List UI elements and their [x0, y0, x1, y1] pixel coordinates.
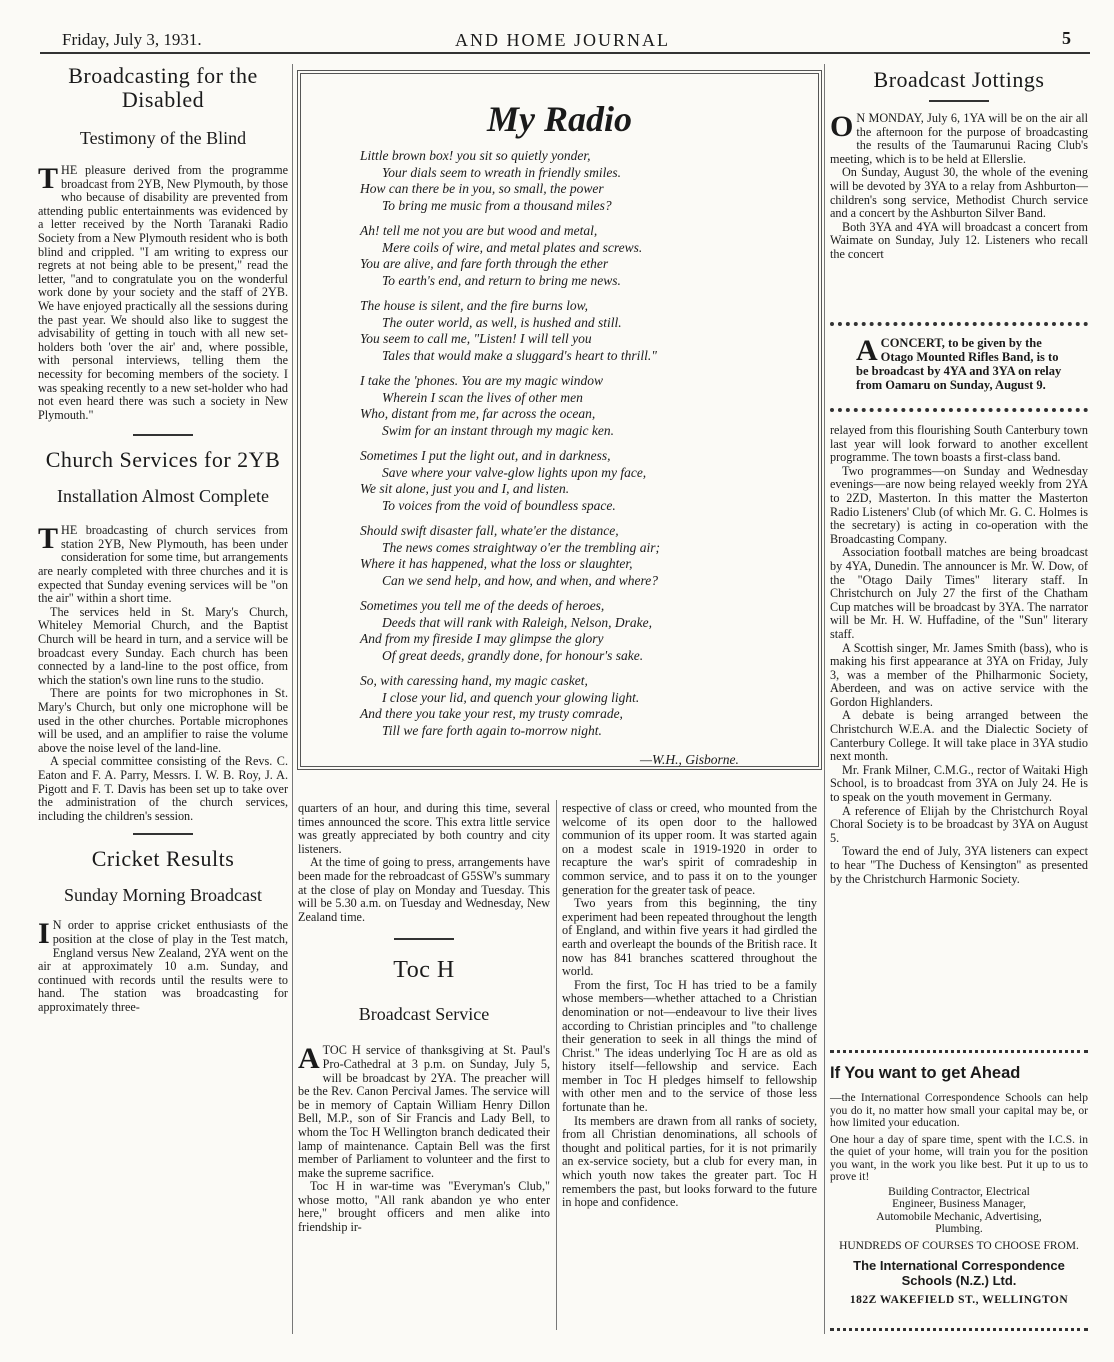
poem-line: Save where your valve-glow lights upon my face,: [382, 464, 647, 480]
poem-line: Should swift disaster fall, whate'er the distance,: [360, 523, 619, 538]
jotting-waimate: Both 3YA and 4YA will broadcast a concert from Waimate on Sunday, July 12. Listeners who recall the concert: [830, 219, 1088, 261]
ad-body: One hour a day of spare time, spent with the I.C.S. in the quiet of your home, will train you for the position you want, in the work you like best. Put it up to us to prove it!: [830, 1133, 1088, 1183]
poem-line: We sit alone, just you and I, and listen.: [360, 481, 570, 496]
poem-line: The news comes straightway o'er the trembling air;: [382, 539, 660, 555]
article-church-p2: The services held in St. Mary's Church, Whiteley Memorial Church, and the Baptist Church will be heard in turn, and a service will be broadcast every Sunday. Each church has been connected by a land-line to the post office, from which the station's own line runs to the studio.: [38, 604, 288, 687]
poem-stanza: [360, 148, 800, 214]
toc-h-members: Its members are drawn from all ranks of society, from all Christian denominations, all schools of thought and political parties, for it is not primarily an ex-service society, but a club for every man, in which youth now takes the greater part. Toc H remembers the past, but looks forward to the future in hope and confidence.: [562, 1113, 817, 1210]
poem-line: Swim for an instant through my magic ken.: [382, 422, 614, 438]
cricket-rebroadcast: At the time of going to press, arrangements have been made for the rebroadcast of G5SW's summary at the close of play on Monday and Tuesday. This will be 5.30 a.m. on Tuesday and Wednesday, New Zealand time.: [298, 855, 550, 924]
poem-line: And from my fireside I may glimpse the glory: [360, 631, 604, 646]
subhead-broadcast-service: Broadcast Service: [358, 1004, 490, 1025]
poem-line: Deeds that will rank with Raleigh, Nelson, Drake,: [382, 614, 652, 630]
poem-line: I take the 'phones. You are my magic window: [360, 373, 603, 388]
dropcap: A: [856, 334, 878, 367]
poem-line: Mere coils of wire, and metal plates and screws.: [382, 239, 643, 255]
jotting-debate: A debate is being arranged between the Christchurch W.E.A. and the Dialectic Society of Canterbury College. It will take place in 3YA studio next month.: [830, 708, 1088, 764]
jotting-milner: Mr. Frank Milner, C.M.G., rector of Waitaki High School, is to broadcast from 3YA on July 24. He is to speak on the youth movement in Germany.: [830, 762, 1088, 805]
ad-border-bottom: [830, 1328, 1088, 1331]
jotting-ashburton: On Sunday, August 30, the whole of the evening will be devoted by 3YA to a relay from Ashburton—children's song service, Methodist Church service and a concert by the Ashburton Silver Band.: [830, 165, 1088, 221]
headline-toc-h: Toc H: [393, 957, 455, 984]
poem-line: You are alive, and fare forth through the ether: [360, 256, 609, 271]
journal-title: AND HOME JOURNAL: [455, 30, 670, 50]
column-3: [562, 802, 817, 1210]
poem-stanza: [360, 448, 800, 514]
article-cricket: I N order to apprise cricket enthusiasts of the position at the close of play in the Test match, England versus New Zealand, 2YA went on the air at approximately 10 a.m. Sunday, and continued with records until the results were to hand. The station was broadcasting for approximately three-: [38, 917, 288, 1014]
jotting-masterton: Two programmes—on Sunday and Wednesday evenings—are now being relayed weekly from 2YA to 2ZD, Masterton. In this matter the Masterton Radio Listeners' Club (of which Mr. G. C. Holmes is the secretary) is acting in co-operation with the Broadcasting Company.: [830, 463, 1088, 546]
poem-line: To bring me music from a thousand miles?: [382, 197, 612, 213]
poem-line: Sometimes I put the light out, and in darkness,: [360, 448, 611, 463]
poem-signature: —W.H., Gisborne.: [640, 752, 739, 767]
article-toc-h-p1: ATOC H service of thanksgiving at St. Paul's Pro-Cathedral at 3 p.m. on Sunday, July 5, will be broadcast by 2YA. The preacher will be the Rev. Canon Percival James. The service will be in memory of Captain William Henry Dillon Bell, M.P., son of Sir Francis and Lady Bell, to whom the Toc H Wellington branch dedicated their lamp of maintenance. Captain Bell was the first member of Parliament to volunteer and the first to make the supreme sacrifice.: [298, 1042, 550, 1180]
poem-line: How can there be in you, so small, the power: [360, 181, 604, 196]
ad-course-line: Automobile Mechanic, Advertising,: [876, 1210, 1042, 1223]
poem-body: [360, 148, 800, 748]
ad-address: 182Z WAKEFIELD ST., WELLINGTON: [849, 1294, 1069, 1306]
concert-notice: ACONCERT, to be given by the Otago Mounted Rifles Band, is to be broadcast by 4YA and 3YA on relay from Oamaru on Sunday, August 9.: [856, 334, 1062, 392]
subhead-installation: Installation Almost Complete: [57, 486, 269, 507]
jotting-football: Association football matches are being broadcast by 4YA, Dunedin. The announcer is Mr. W. Dow, of the "Otago Daily Times" literary staff. In Christchurch on July 27 the first of the Chatham Cup matches will be broadcast by 3YA. The narrator will be Mr. H. W. Huffadine, of the "Sun" literary staff.: [830, 545, 1088, 641]
ad-firm-name: The International Correspondence: [853, 1258, 1065, 1273]
poem-line: The outer world, as well, is hushed and still.: [382, 314, 622, 330]
subhead-testimony: Testimony of the Blind: [79, 128, 247, 148]
header-rule: [40, 52, 1090, 54]
poem-stanza: [360, 373, 800, 439]
headline-church-services: Church Services for 2YB: [45, 447, 281, 473]
dropcap: A: [298, 1042, 320, 1076]
dropcap: T: [38, 162, 59, 195]
dropcap: O: [830, 110, 854, 143]
jotting-elijah: A reference of Elijah by the Christchurch Royal Choral Society is to be broadcast by 3YA on August 5.: [830, 803, 1088, 845]
article-church-p4: A special committee consisting of the Revs. C. Eaton and F. A. Parry, Messrs. I. W. B. Roy, J. A. Pigott and F. T. Davis has been set up to take over the administration of the church services, including the children's session.: [38, 754, 288, 823]
column-2: [298, 802, 550, 1235]
page-number: 5: [1062, 28, 1071, 48]
poem-line: And there you take your rest, my trusty comrade,: [360, 706, 623, 721]
jotting-relay: relayed from this flourishing South Canterbury town last year will look forward to another excellent programme. The town boasts a first-class band.: [830, 423, 1088, 465]
poem-stanza: [360, 673, 800, 739]
poem-stanza: [360, 598, 800, 664]
jotting-duchess: Toward the end of July, 3YA listeners can expect to hear "The Duchess of Kensington" as presented by the Christchurch Harmonic Society.: [830, 844, 1088, 886]
poem-line: To voices from the void of boundless space.: [382, 497, 616, 513]
column-4-bottom: [830, 424, 1088, 886]
ad-intro: —the International Correspondence Schools can help you do it, no matter how small your capital may be, or how limited your education.: [830, 1092, 1088, 1129]
toc-h-growth: Two years from this beginning, the tiny experiment had been repeated throughout the length of England, and within five years it had girdled the earth and overleapt the bounds of the British race. It now has 841 branches scattered throughout the world.: [562, 896, 817, 979]
poem-line: Ah! tell me not you are but wood and metal,: [360, 223, 598, 238]
poem-line: Where it has happened, what the loss or slaughter,: [360, 556, 633, 571]
column-1: [38, 64, 288, 1015]
poem-line: The house is silent, and the fire burns low,: [360, 298, 588, 313]
column-divider: [824, 64, 825, 1334]
poem-stanza: [360, 298, 800, 364]
poem-line: So, with caressing hand, my magic casket,: [360, 673, 588, 688]
ad-course-line: Engineer, Business Manager,: [892, 1198, 1026, 1210]
ad-firm-name-2: Schools (N.Z.) Ltd.: [901, 1273, 1017, 1288]
column-divider: [556, 800, 557, 1330]
poem-line: I close your lid, and quench your glowing light.: [382, 689, 640, 705]
ics-advertisement: [830, 1092, 1088, 1307]
jotting-scottish-singer: A Scottish singer, Mr. James Smith (bass), who is making his first appearance at 3YA on Friday, July 3, was a member of the Philharmonic Society, Aberdeen, and was on active service with the Gordon Highlanders.: [830, 640, 1088, 709]
poem-line: Wherein I scan the lives of other men: [382, 389, 583, 405]
poem-line: Your dials seem to wreath in friendly smiles.: [382, 164, 622, 180]
poem-line: Of great deeds, grandly done, for honour's sake.: [382, 647, 644, 663]
headline-broadcast-jottings: Broadcast Jottings: [873, 67, 1045, 92]
ad-courses: HUNDREDS OF COURSES TO CHOOSE FROM.: [839, 1239, 1079, 1252]
article-disabled: THE pleasure derived from the programme broadcast from 2YB, New Plymouth, by those who because of disability are prevented from attending public entertainments was evidenced by a letter received by the North Taranaki Radio Society from a New Plymouth resident who is both blind and crippled. "I am writing to express our regrets at not being able to be present," read the letter, "and to congratulate you on the wonderful work done by your society and the staff of 2YB. We have enjoyed practically all the sessions during the past year. We should also like to suggest the advisability of getting in touch with all new set-holders both 'over the air' and, where possible, with personal interviews, telling them the necessity for becoming members of the society. I was speaking recently to a new set-holder who had not even heard there was such a society in New Plymouth.": [38, 162, 288, 422]
toc-h-continued: respective of class or creed, who mounted from the welcome of its open door to the hallowed communion of its upper room. It was started again on a modest scale in 1919-1920 in order to recapture the war's spirit of comradeship in common service, and to pass it on to the younger generation for the greater task of peace.: [562, 801, 817, 897]
toc-h-family: From the first, Toc H has tried to be a family whose members—whether attached to a Christian denomination or not—endeavour to live their lives according to Christian principles and "to challenge their generation to seek in all things the mind of Christ." The ideas underlying Toc H are as old as history itself—fellowship and service. Each member in Toc H pledges himself to fellowship with other men and to the service of those less fortunate than he.: [562, 977, 817, 1115]
jotting-1ya: O N MONDAY, July 6, 1YA will be on the air all the afternoon for the purpose of broadcasting the results of the Taumarunui Racing Club's meeting, which is to be held at Ellerslie.: [830, 110, 1088, 166]
article-church-p1: THE broadcasting of church services from station 2YB, New Plymouth, has been under consideration for some time, but arrangements are nearly completed with three churches and it is expected that Sunday evening services will be "on the air" within a short time.: [38, 522, 288, 606]
column-4-top: [830, 68, 1088, 262]
header-date: Friday, July 3, 1931.: [62, 30, 202, 49]
headline-broadcasting-disabled: Broadcasting for the Disabled: [68, 63, 258, 112]
ad-border-top: [830, 1050, 1088, 1053]
poem-line: Who, distant from me, far across the ocean,: [360, 406, 596, 421]
poem-line: To earth's end, and return to bring me news.: [382, 272, 621, 288]
poem-line: Little brown box! you sit so quietly yonder,: [360, 148, 591, 163]
dropcap: I: [38, 917, 50, 951]
poem-line: You seem to call me, "Listen! I will tell you: [360, 331, 592, 346]
column-divider: [292, 64, 293, 1334]
article-toc-h-p2: Toc H in war-time was "Everyman's Club," whose motto, "All rank abandon ye who enter here," brought officers and men alike into friendship ir-: [298, 1179, 550, 1235]
dropcap: T: [38, 522, 59, 556]
poem-line: Tales that would make a sluggard's heart to thrill.": [382, 347, 657, 363]
article-church-p3: There are points for two microphones in St. Mary's Church, but only one microphone will be used in the other churches. Portable microphones will be used, and an amplifier to raise the volume above the noise level of the land-line.: [38, 686, 288, 755]
ad-headline: If You want to get Ahead: [830, 1064, 1021, 1082]
poem-stanza: [360, 223, 800, 289]
poem-line: Sometimes you tell me of the deeds of heroes,: [360, 598, 605, 613]
poem-title: My Radio: [486, 99, 632, 139]
ad-course-line: Plumbing.: [935, 1223, 983, 1235]
headline-cricket-results: Cricket Results: [91, 846, 235, 872]
poem-line: Till we fare forth again to-morrow night.: [382, 722, 602, 738]
ad-course-line: Building Contractor, Electrical: [888, 1185, 1030, 1198]
poem-stanza: [360, 523, 800, 589]
subhead-sunday-broadcast: Sunday Morning Broadcast: [64, 885, 262, 906]
poem-line: Can we send help, and how, and when, and where?: [382, 572, 658, 588]
cricket-continued: quarters of an hour, and during this time, several times announced the score. This extra little service was greatly appreciated by both country and city listeners.: [298, 801, 550, 856]
